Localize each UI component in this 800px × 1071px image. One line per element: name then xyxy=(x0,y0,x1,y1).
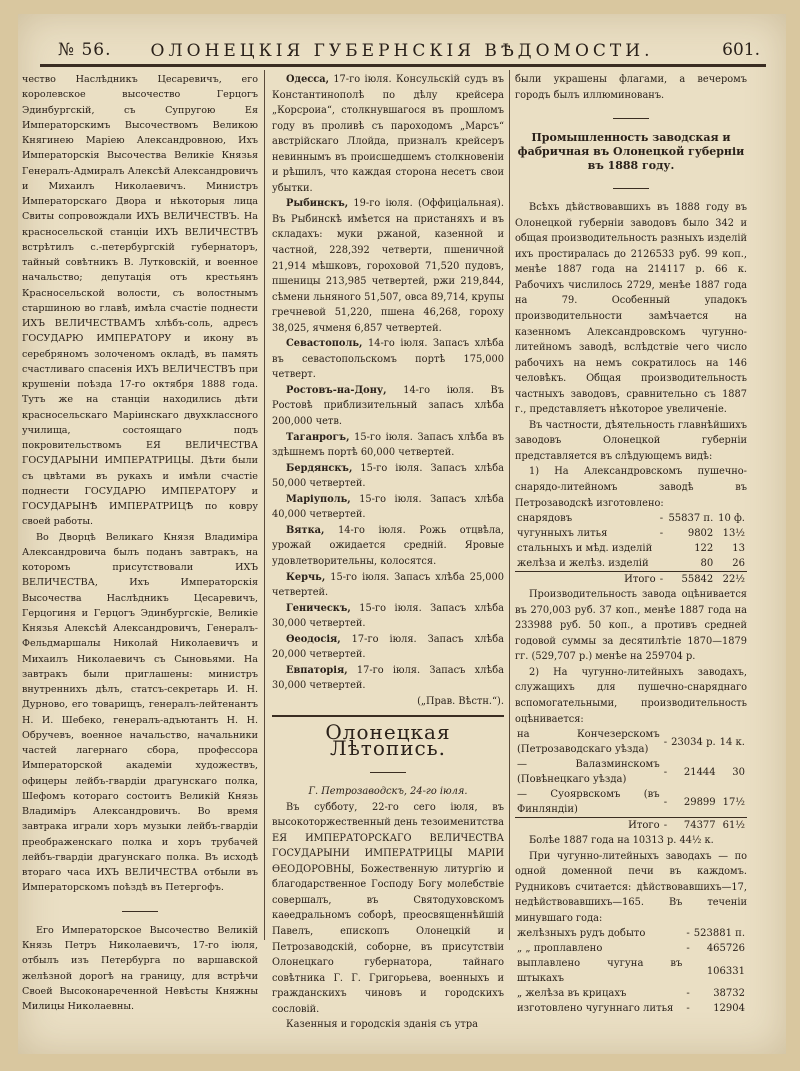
telegram-dispatches xyxy=(272,72,504,694)
paragraph: Всѣхъ дѣйствовавшихъ въ 1888 году въ Олонецкой губерніи заводовъ было 342 и общая производительность разныхъ изделій ихъ простиралась до 2126533 руб. 99 коп., менѣе 1887 года на 214117 р. 66 к. Рабочихъ числилось 2729, менѣе 1887 года на 79. Особенный упадокъ производительности замѣчается на казенномъ Александровскомъ чугунно-литейномъ заводѣ, вслѣдствіе чего число рабочихъ на немъ сократилось на 146 человѣкъ. Общая производительность частныхъ заводовъ, сравнительно съ 1887 г., представляетъ нѣкоторое увеличеніе. xyxy=(515,202,747,416)
table-row xyxy=(515,757,747,787)
paragraph: Производительность завода оцѣнивается въ 270,003 руб. 37 коп., менѣе 1887 года на 233988 руб. 50 коп., а противъ средней годовой суммы за десятилѣтіе 1870—1879 гг. (529,707 р.) менѣе на 259704 р. xyxy=(515,589,747,663)
column-middle xyxy=(272,72,504,1033)
production-table-3 xyxy=(515,926,747,1016)
dispatch-text: 17-го іюля. Запасъ хлѣба 30,000 четвертей. xyxy=(272,664,504,692)
table-cell: 10 ф. xyxy=(718,513,745,525)
table-cell: снарядовъ xyxy=(517,513,573,525)
table-cell: на Кончезерскомъ (Петрозаводскаго уѣзда) xyxy=(517,729,660,756)
dispatch-item xyxy=(272,196,504,336)
page-number: 601. xyxy=(722,40,760,60)
table-cell: - xyxy=(686,1003,690,1015)
table-total-row xyxy=(515,572,747,588)
dispatch-item xyxy=(272,523,504,570)
paragraph: Его Императорское Высочество Великій Князь Петръ Николаевичъ, 17-го іюля, отбылъ изъ Петербурга по варшавской желѣзной дорогѣ на границу, для встрѣчи Своей Высоконареченной Невѣсты Княжны Милицы Николаевны. xyxy=(22,924,258,1012)
dispatch-text: 15-го іюля. Запасъ хлѣба 50,000 четвертей. xyxy=(272,462,504,490)
dispatch-item xyxy=(272,570,504,601)
table-cell: изготовлено чугуннаго литья xyxy=(517,1003,674,1015)
table-cell: 13½ xyxy=(722,528,745,540)
dispatch-item xyxy=(272,663,504,694)
dispatch-item xyxy=(272,430,504,461)
paragraph: чество Наслѣдникъ Цесаревичъ, его королевское высочество Герцогъ Эдинбургскій, съ Супругою Ея Императорскимъ Высочествомъ Великою Княгинею Маріею Александровною, Ихъ Императорскія Высочества Великіе Князья Генералъ-Адмиралъ Алексѣй Александровичъ и Михаилъ Николаевичъ. Министръ Императорскаго Двора и нѣкоторыя лица Свиты сопровождали ИХЪ ВЕЛИЧЕСТВЪ. На красносельской станціи ИХЪ ВЕЛИЧЕСТВЪ встрѣтилъ с.-петербургскій губернаторъ, тайный совѣтникъ В. Лутковскій, и военное начальство; депутація отъ крестьянъ Красносельской волости, съ волостнымъ старшиною во главѣ, имѣла счастіе поднести ИХЪ ВЕЛИЧЕСТВАМЪ хлѣбъ-соль, адресъ ГОСУДАРЮ ИМПЕРАТОРУ и икону въ серебряномъ золоченомъ окладѣ, въ память счастливаго спасенія ИХЪ ВЕЛИЧЕСТВЪ при крушеніи поѣзда 17-го октября 1888 года. Тутъ же на станціи находились дѣти красносельскаго Маріинскаго двухклассного училища, состоящаго подъ покровительствомъ ЕЯ ВЕЛИЧЕСТВА ГОСУДАРЫНИ ИМПЕРАТРИЦЫ. Дѣти были съ цвѣтами въ рукахъ и имѣли счастіе поднести ГОСУДАРЮ ИМПЕРАТОРУ и ГОСУДАРЫНѢ ИМПЕРАТРИЦѢ по ковру своей работы. xyxy=(22,74,258,528)
dispatch-city: Вятка, xyxy=(286,524,325,536)
paragraph: Казенныя и городскія зданія съ утра xyxy=(286,1019,478,1031)
table-cell: - xyxy=(663,736,668,748)
table-row xyxy=(515,541,747,556)
table-cell: 21444 xyxy=(683,766,716,778)
table-cell: 23034 р. xyxy=(671,736,716,748)
dispatch-item xyxy=(272,461,504,492)
paragraph: Во Дворцѣ Великаго Князя Владиміра Александровича былъ поданъ завтракъ, на которомъ присутствовали ИХЪ ВЕЛИЧЕСТВА, Ихъ Императорскія Высочества Наслѣдникъ Цесаревичъ, Герцогиня и Герцогъ Эдинбургскіе, Великіе Князья Алексѣй Александровичъ, Генералъ-Фельдмаршалы Николай Николаевичъ и Михаилъ Николаевичъ съ Сыновьями. На завтракъ были приглашены: министръ внутреннихъ дѣлъ, статсъ-секретарь И. Н. Дурново, его товарищъ, генералъ-лейтенантъ Н. И. Шебеко, генералъ-адъютантъ Н. Н. Обручевъ, военное начальство, начальники частей лагернаго сбора, профессора Императорской академіи художествъ, офицеры лейбъ-гвардіи драгунскаго полка, Шефомъ котораго состоитъ Великій Князь Владиміръ Александровичъ. Во время завтрака играли хоръ музыки лейбъ-гвардіи преображенскаго полка и хоръ трубачей лейбъ-гвардіи драгунскаго полка. Въ исходѣ втораго часа ИХЪ ВЕЛИЧЕСТВА отбыли въ Императорскомъ поѣздѣ въ Петергофъ. xyxy=(22,531,258,894)
table-cell: выплавлено чугуна въ штыкахъ xyxy=(517,958,683,985)
table-row xyxy=(515,787,747,818)
production-table-2 xyxy=(515,727,747,833)
dispatch-city: Таганрогъ, xyxy=(286,431,350,443)
table-cell: - xyxy=(686,943,690,955)
dispatch-text: 14-го іюля. Рожь отцвѣла, урожай ожидается средній. Яровые удовлетворительны, колосятся. xyxy=(272,524,504,567)
table-cell: 38732 xyxy=(713,988,745,1000)
separator xyxy=(515,179,747,195)
table-total-row xyxy=(515,818,747,834)
dispatch-text: 14-го іюля. Запасъ хлѣба въ севастопольскомъ портѣ 175,000 четверт. xyxy=(272,338,504,381)
issue-number: № 56. xyxy=(58,40,112,60)
dispatch-text: 17-го іюля. Запасъ хлѣба 20,000 четвертей. xyxy=(272,633,504,661)
table-cell: 465726 xyxy=(706,943,745,955)
dispatch-text: 15-го іюля. Запасъ хлѣба въ здѣшнемъ портѣ 60,000 четвертей. xyxy=(272,431,504,459)
dispatch-city: Севастополь, xyxy=(286,338,363,350)
separator xyxy=(272,763,504,779)
separator xyxy=(515,109,747,125)
dispatch-item xyxy=(272,632,504,663)
table-cell: - xyxy=(658,572,666,588)
dispatch-item xyxy=(272,601,504,632)
dispatch-city: Маріуполь, xyxy=(286,493,351,505)
paragraph: При чугунно-литейныхъ заводахъ — по одной доменной печи въ каждомъ. Рудниковъ считается: дѣйствовавшихъ—17, недѣйствовавшихъ—165. Въ теченіи минувшаго года: xyxy=(515,850,747,924)
table-cell: 17½ xyxy=(722,796,745,808)
table-row xyxy=(515,941,747,956)
header-rule xyxy=(40,64,766,67)
dispatch-text: 17-го іюля. Консульскій судъ въ Константинополѣ по дѣлу крейсера „Корсроиа“, столкнувшагося въ прошломъ году въ проливѣ съ пароходомъ „Марсъ“ австрійскаго Ллойда, призналъ крейсеръ невиннымъ въ происшедшемъ столкновеніи и рѣшилъ, что каждая сторона несетъ свои убытки. xyxy=(272,74,504,194)
separator xyxy=(22,902,258,917)
column-left xyxy=(22,72,258,1014)
table-cell: 122 xyxy=(694,543,714,555)
column-divider xyxy=(509,70,510,940)
dispatch-item xyxy=(272,383,504,430)
table-cell: 9802 xyxy=(687,528,714,540)
dispatch-city: Бердянскъ, xyxy=(286,462,353,474)
table-cell: 14 к. xyxy=(719,736,745,748)
dispatch-text: 15-го іюля. Запасъ хлѣба 40,000 четвертей. xyxy=(272,493,504,521)
dispatch-city: Ѳеодосія, xyxy=(286,633,341,645)
table-cell: - xyxy=(662,818,669,834)
table-cell: - xyxy=(659,513,664,525)
dispatch-text: 15-го іюля. Запасъ хлѣба 30,000 четвертей. xyxy=(272,602,504,630)
table-row xyxy=(515,526,747,541)
table-cell: Итого xyxy=(515,572,658,588)
table-row xyxy=(515,727,747,757)
table-row xyxy=(515,956,747,986)
dispatch-item xyxy=(272,72,504,196)
paragraph: 1) На Александровскомъ пушечно-снарядо-литейномъ заводѣ въ Петрозаводскѣ изготовлено: xyxy=(515,466,747,509)
newspaper-title: ОЛОНЕЦКІЯ ГУБЕРНСКІЯ ВѢДОМОСТИ. xyxy=(150,41,654,61)
dispatch-city: Евпаторія, xyxy=(286,664,348,676)
table-cell: 13 xyxy=(732,543,745,555)
table-cell: 55837 п. xyxy=(668,513,714,525)
dispatch-item xyxy=(272,492,504,523)
table-row xyxy=(515,511,747,526)
article-heading: Промышленность заводская и фабричная въ Олонецкой губерніи въ 1888 году. xyxy=(517,130,745,172)
dispatch-text: 15-го іюля. Запасъ хлѣба 25,000 четвертей. xyxy=(272,571,504,599)
dispatch-city: Геническъ, xyxy=(286,602,351,614)
paragraph: Болѣе 1887 года на 10313 р. 44½ к. xyxy=(529,835,714,847)
paragraph: Въ субботу, 22-го сего іюля, въ высокоторжественный день тезоименитства ЕЯ ИМПЕРАТОРСКАГО ВЕЛИЧЕСТВА ГОСУДАРЫНИ ИМПЕРАТРИЦЫ МАРІИ ѲЕОДОРОВНЫ, Божественную литургію и благодарственное Господу Богу молебствіе совершалъ, въ Святодуховскомъ каѳедральномъ соборѣ, преосвященнѣйшій Павелъ, епископъ Олонецкій и Петрозаводскій, соборне, въ присутствіи Олонецкаго губернатора, тайнаго совѣтника Г. Г. Григорьева, военныхъ и гражданскихъ чиновъ и городскихъ сословій. xyxy=(272,801,504,1015)
dispatch-city: Керчь, xyxy=(286,571,326,583)
table-cell: - xyxy=(659,528,664,540)
table-cell: 80 xyxy=(700,558,714,570)
dispatch-text: 19-го іюля. (Оффиціальная). Въ Рыбинскѣ имѣется на пристаняхъ и въ складахъ: муки ржаной, казенной и частной, 228,392 четверти, пшеничной 21,914 мѣшковъ, гороховой 71,520 пудовъ, пшеницы 213,985 четвертей, ржи 219,844, сѣмени льняного 51,507, овса 89,714, крупы гречневой 51,220, пшена 46,268, гороху 38,025, ячменя 6,857 четвертей. xyxy=(272,198,504,334)
table-cell: 29899 xyxy=(683,796,716,808)
table-cell: 523881 п. xyxy=(693,928,745,940)
table-cell: чугунныхъ литья xyxy=(517,528,608,540)
table-cell: 22½ xyxy=(715,572,747,588)
table-cell: 30 xyxy=(732,766,745,778)
table-cell: — Суоярвскомъ (въ Финляндіи) xyxy=(517,789,660,816)
dispatch-city: Одесса, xyxy=(286,74,329,85)
table-cell: „ „ проплавлено xyxy=(517,943,603,955)
table-row xyxy=(515,1001,747,1016)
table-cell: 26 xyxy=(732,558,745,570)
dateline: Г. Петрозаводскъ, 24-го іюля. xyxy=(308,786,468,798)
column-divider xyxy=(264,70,265,940)
table-cell: — Валазминскомъ (Повѣнецкаго уѣзда) xyxy=(517,759,660,786)
page-header xyxy=(40,32,764,68)
table-cell: „ желѣза въ крицахъ xyxy=(517,988,627,1000)
table-cell: 106331 xyxy=(706,965,745,977)
table-cell xyxy=(658,556,666,572)
table-cell: - xyxy=(686,928,690,940)
table-cell: 61½ xyxy=(718,818,747,834)
table-cell: 12904 xyxy=(713,1003,745,1015)
paragraph: 2) На чугунно-литейныхъ заводахъ, служащихъ для пушечно-снаряднаго вспомогательными, производительность оцѣнивается: xyxy=(515,666,747,725)
source-citation: („Прав. Вѣстн.“). xyxy=(417,695,504,707)
table-cell: 55842 xyxy=(665,572,715,588)
section-title: Олонецкая Лѣтопись. xyxy=(325,720,451,760)
column-right xyxy=(515,72,747,1016)
section-rule xyxy=(272,715,504,717)
table-cell: - xyxy=(686,988,690,1000)
table-cell: желѣза и желѣз. изделій xyxy=(517,558,649,570)
table-cell xyxy=(684,956,691,986)
table-cell: - xyxy=(663,766,668,778)
dispatch-city: Рыбинскъ, xyxy=(286,198,349,210)
table-cell: - xyxy=(663,796,668,808)
paragraph: Въ частности, дѣятельность главнѣйшихъ заводовъ Олонецкой губерніи представляется въ слѣдующемъ видѣ: xyxy=(515,419,747,462)
table-row xyxy=(515,986,747,1001)
production-table-1 xyxy=(515,511,747,587)
dispatch-text: 14-го іюля. Въ Ростовѣ приблизительный запасъ хлѣба 200,000 четв. xyxy=(272,384,504,428)
table-cell: Итого xyxy=(515,818,662,834)
table-row xyxy=(515,556,747,572)
dispatch-item xyxy=(272,336,504,383)
table-cell xyxy=(658,541,666,556)
table-cell: 74377 xyxy=(669,818,718,834)
dispatch-city: Ростовъ-на-Дону, xyxy=(286,384,387,396)
table-cell: желѣзныхъ рудъ добыто xyxy=(517,928,646,940)
table-cell: стальныхъ и мѣд. изделій xyxy=(517,543,653,555)
paragraph: были украшены флагами, а вечеромъ городъ былъ иллюминованъ. xyxy=(515,74,747,101)
table-row xyxy=(515,926,747,941)
